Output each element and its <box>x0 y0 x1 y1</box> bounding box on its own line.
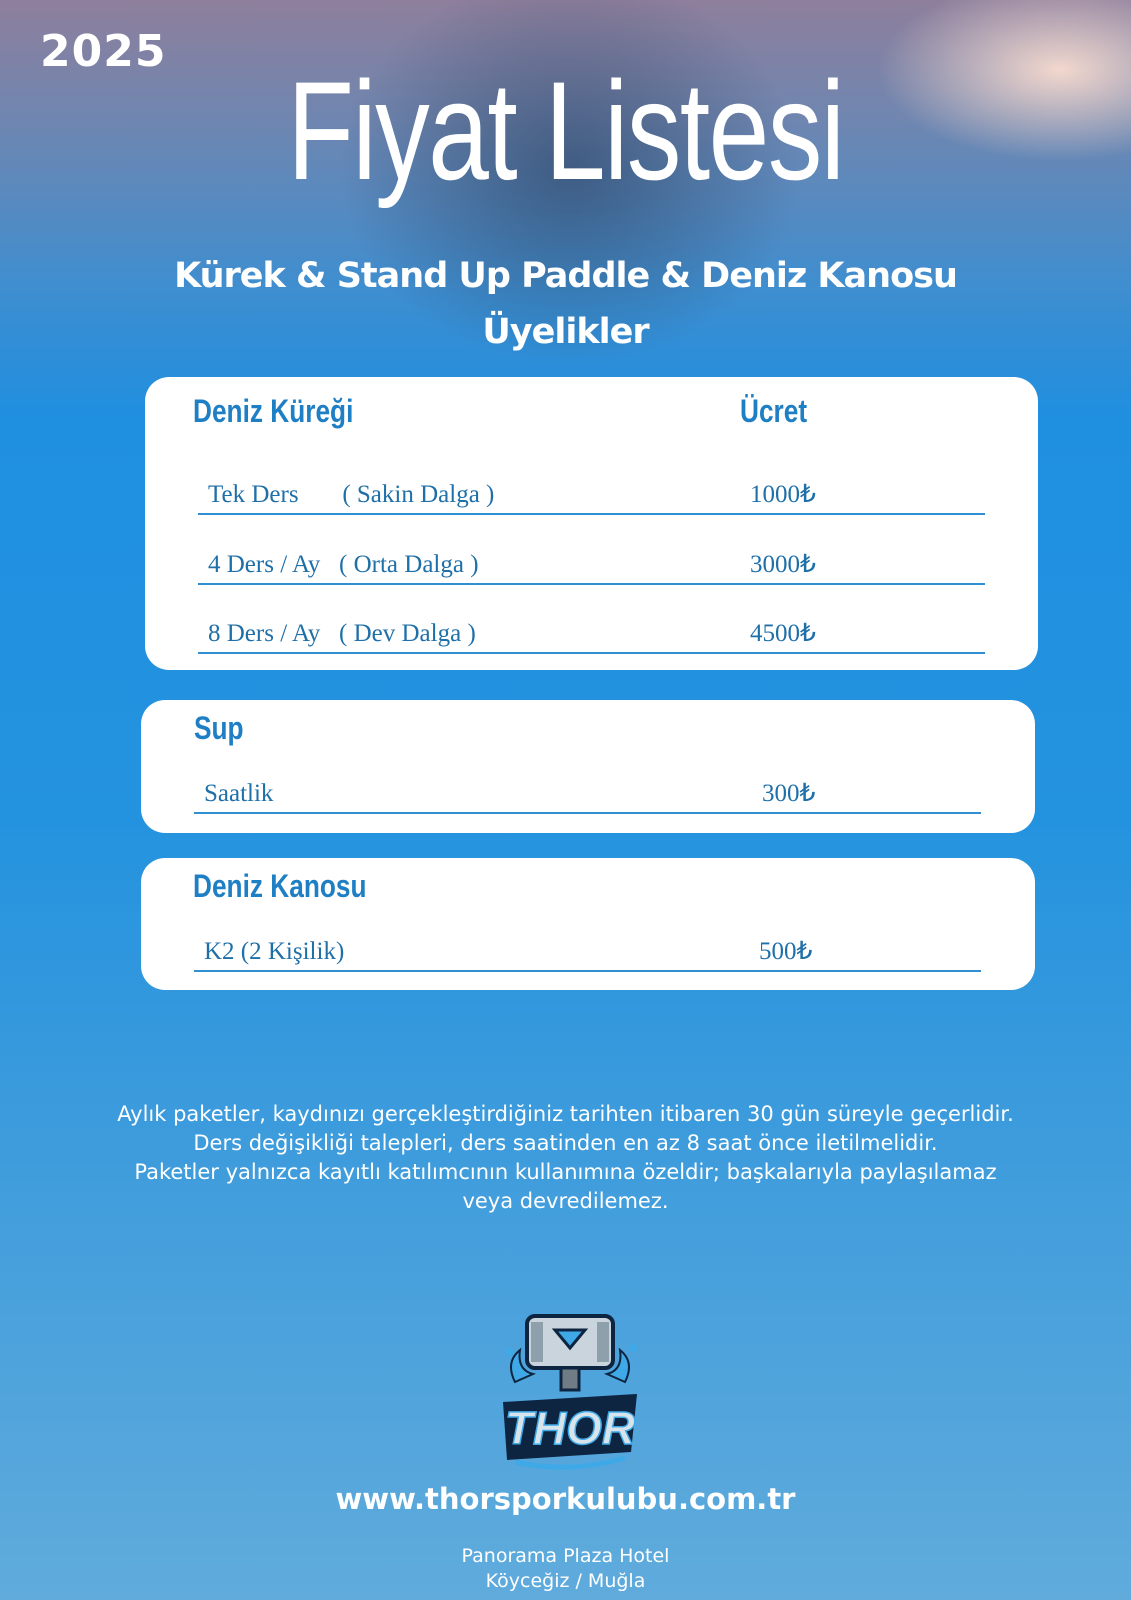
price-card-deniz-kuregi <box>145 377 1038 670</box>
note-line: Aylık paketler, kaydınızı gerçekleştirdiğiniz tarihten itibaren 30 gün süreyle geçerlidir. <box>117 1102 1014 1126</box>
page-title: Fiyat Listesi <box>287 52 844 209</box>
row-label: 8 Ders / Ay ( Dev Dalga ) <box>208 620 476 647</box>
section-title: Sup <box>194 710 244 746</box>
row-price: 3000₺ <box>750 551 816 578</box>
row-label: Tek Ders ( Sakin Dalga ) <box>208 481 495 508</box>
price-card-sup <box>141 700 1035 833</box>
thor-logo <box>495 1312 645 1472</box>
row-price: 500₺ <box>759 938 813 965</box>
price-column-header: Ücret <box>740 393 808 429</box>
website-link[interactable]: www.thorsporkulubu.com.tr <box>335 1482 796 1516</box>
subtitle-line-2: Üyelikler <box>482 312 649 352</box>
page-subtitle <box>0 248 1131 360</box>
year-label: 2025 <box>40 26 167 77</box>
subtitle-line-1: Kürek & Stand Up Paddle & Deniz Kanosu <box>174 256 957 296</box>
table-row <box>194 934 981 972</box>
table-row <box>194 776 981 814</box>
price-card-deniz-kanosu <box>141 858 1035 990</box>
address-line-1: Panorama Plaza Hotel <box>461 1545 670 1567</box>
section-title: Deniz Kanosu <box>193 868 367 904</box>
table-row <box>198 616 985 654</box>
section-title: Deniz Küreği <box>193 393 354 429</box>
row-label: K2 (2 Kişilik) <box>204 938 345 965</box>
logo-text: THOR <box>504 1402 636 1454</box>
table-row <box>198 547 985 585</box>
note-line: veya devredilemez. <box>462 1189 669 1213</box>
terms-notes <box>40 1100 1091 1216</box>
table-row <box>198 477 985 515</box>
address <box>0 1544 1131 1594</box>
hammer-icon <box>495 1312 645 1472</box>
row-label: 4 Ders / Ay ( Orta Dalga ) <box>208 551 479 578</box>
row-price: 300₺ <box>762 780 816 807</box>
row-price: 1000₺ <box>750 481 816 508</box>
address-line-2: Köyceğiz / Muğla <box>485 1570 646 1592</box>
row-label: Saatlik <box>204 780 274 807</box>
note-line: Ders değişikliği talepleri, ders saatinden en az 8 saat önce iletilmelidir. <box>193 1131 938 1155</box>
row-price: 4500₺ <box>750 620 816 647</box>
note-line: Paketler yalnızca kayıtlı katılımcının kullanımına özeldir; başkalarıyla paylaşılamaz <box>134 1160 997 1184</box>
